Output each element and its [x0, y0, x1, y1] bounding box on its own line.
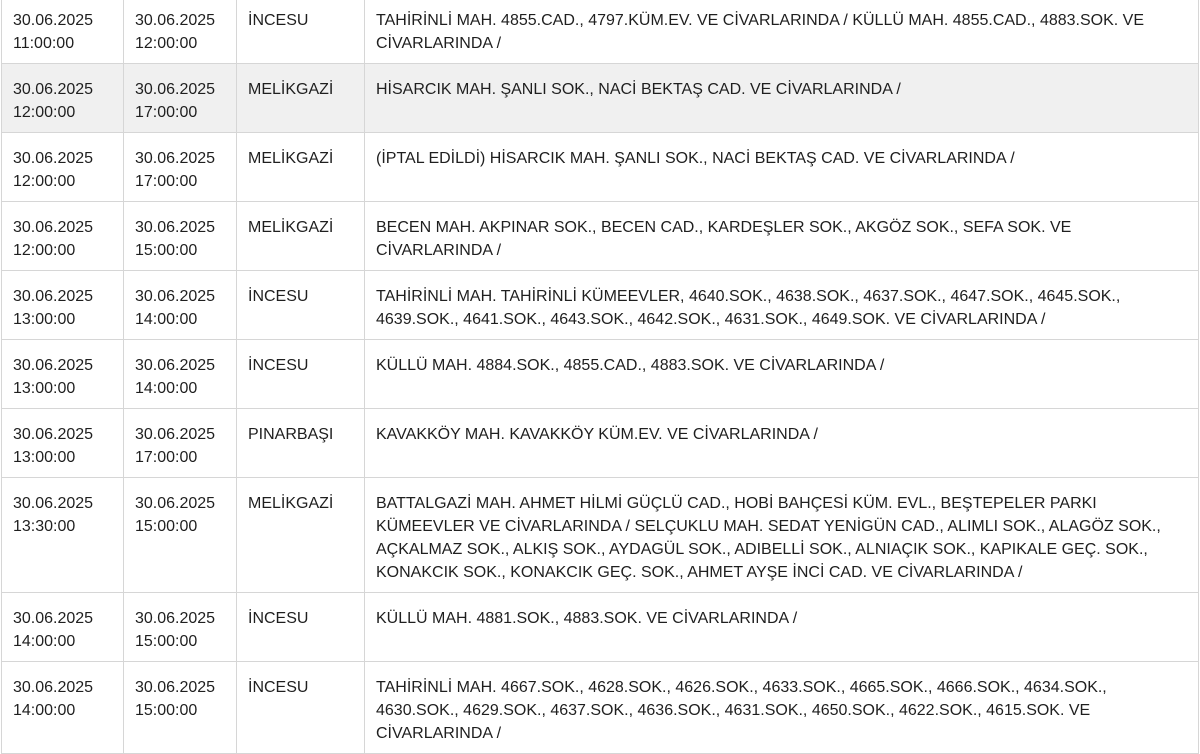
start-time-cell: 30.06.2025 13:00:00 [2, 271, 124, 340]
end-time-cell: 30.06.2025 15:00:00 [124, 202, 237, 271]
start-time-cell: 30.06.2025 12:00:00 [2, 202, 124, 271]
table-row [2, 593, 1199, 662]
outage-table [1, 0, 1199, 754]
start-time-cell: 30.06.2025 12:00:00 [2, 133, 124, 202]
address-cell: TAHİRİNLİ MAH. TAHİRİNLİ KÜMEEVLER, 4640.SOK., 4638.SOK., 4637.SOK., 4647.SOK., 4645.SOK., 4639.SOK., 4641.SOK., 4643.SOK., 4642.SOK., 4631.SOK., 4649.SOK. VE CİVARLARINDA / [365, 271, 1199, 340]
district-cell: İNCESU [237, 340, 365, 409]
end-time-cell: 30.06.2025 17:00:00 [124, 133, 237, 202]
table-row [2, 340, 1199, 409]
district-cell: İNCESU [237, 271, 365, 340]
end-time-cell: 30.06.2025 12:00:00 [124, 0, 237, 64]
district-cell: İNCESU [237, 0, 365, 64]
start-time-cell: 30.06.2025 13:00:00 [2, 409, 124, 478]
address-cell: BECEN MAH. AKPINAR SOK., BECEN CAD., KARDEŞLER SOK., AKGÖZ SOK., SEFA SOK. VE CİVARLARINDA / [365, 202, 1199, 271]
table-row [2, 271, 1199, 340]
start-time-cell: 30.06.2025 14:00:00 [2, 593, 124, 662]
table-row [2, 64, 1199, 133]
start-time-cell: 30.06.2025 13:30:00 [2, 478, 124, 593]
start-time-cell: 30.06.2025 14:00:00 [2, 662, 124, 754]
end-time-cell: 30.06.2025 14:00:00 [124, 340, 237, 409]
table-row [2, 202, 1199, 271]
address-cell: (İPTAL EDİLDİ) HİSARCIK MAH. ŞANLI SOK., NACİ BEKTAŞ CAD. VE CİVARLARINDA / [365, 133, 1199, 202]
table-row [2, 662, 1199, 754]
district-cell: PINARBAŞI [237, 409, 365, 478]
district-cell: MELİKGAZİ [237, 202, 365, 271]
district-cell: MELİKGAZİ [237, 64, 365, 133]
table-row [2, 478, 1199, 593]
address-cell: KÜLLÜ MAH. 4881.SOK., 4883.SOK. VE CİVARLARINDA / [365, 593, 1199, 662]
end-time-cell: 30.06.2025 15:00:00 [124, 478, 237, 593]
address-cell: KÜLLÜ MAH. 4884.SOK., 4855.CAD., 4883.SOK. VE CİVARLARINDA / [365, 340, 1199, 409]
district-cell: MELİKGAZİ [237, 133, 365, 202]
start-time-cell: 30.06.2025 12:00:00 [2, 64, 124, 133]
table-row [2, 133, 1199, 202]
end-time-cell: 30.06.2025 15:00:00 [124, 662, 237, 754]
district-cell: İNCESU [237, 593, 365, 662]
end-time-cell: 30.06.2025 17:00:00 [124, 409, 237, 478]
address-cell: KAVAKKÖY MAH. KAVAKKÖY KÜM.EV. VE CİVARLARINDA / [365, 409, 1199, 478]
end-time-cell: 30.06.2025 17:00:00 [124, 64, 237, 133]
start-time-cell: 30.06.2025 11:00:00 [2, 0, 124, 64]
district-cell: İNCESU [237, 662, 365, 754]
district-cell: MELİKGAZİ [237, 478, 365, 593]
end-time-cell: 30.06.2025 14:00:00 [124, 271, 237, 340]
address-cell: HİSARCIK MAH. ŞANLI SOK., NACİ BEKTAŞ CAD. VE CİVARLARINDA / [365, 64, 1199, 133]
address-cell: TAHİRİNLİ MAH. 4667.SOK., 4628.SOK., 4626.SOK., 4633.SOK., 4665.SOK., 4666.SOK., 4634.SOK., 4630.SOK., 4629.SOK., 4637.SOK., 4636.SOK., 4631.SOK., 4650.SOK., 4622.SOK., 4615.SOK. VE CİVARLARINDA / [365, 662, 1199, 754]
table-row [2, 0, 1199, 64]
start-time-cell: 30.06.2025 13:00:00 [2, 340, 124, 409]
address-cell: BATTALGAZİ MAH. AHMET HİLMİ GÜÇLÜ CAD., HOBİ BAHÇESİ KÜM. EVL., BEŞTEPELER PARKI KÜMEEVLER VE CİVARLARINDA / SELÇUKLU MAH. SEDAT YENİGÜN CAD., ALIMLI SOK., ALAGÖZ SOK., AÇKALMAZ SOK., ALKIŞ SOK., AYDAGÜL SOK., ADIBELLİ SOK., ALNIAÇIK SOK., KAPIKALE GEÇ. SOK., KONAKCIK SOK., KONAKCIK GEÇ. SOK., AHMET AYŞE İNCİ CAD. VE CİVARLARINDA / [365, 478, 1199, 593]
end-time-cell: 30.06.2025 15:00:00 [124, 593, 237, 662]
table-row [2, 409, 1199, 478]
address-cell: TAHİRİNLİ MAH. 4855.CAD., 4797.KÜM.EV. VE CİVARLARINDA / KÜLLÜ MAH. 4855.CAD., 4883.SOK. VE CİVARLARINDA / [365, 0, 1199, 64]
